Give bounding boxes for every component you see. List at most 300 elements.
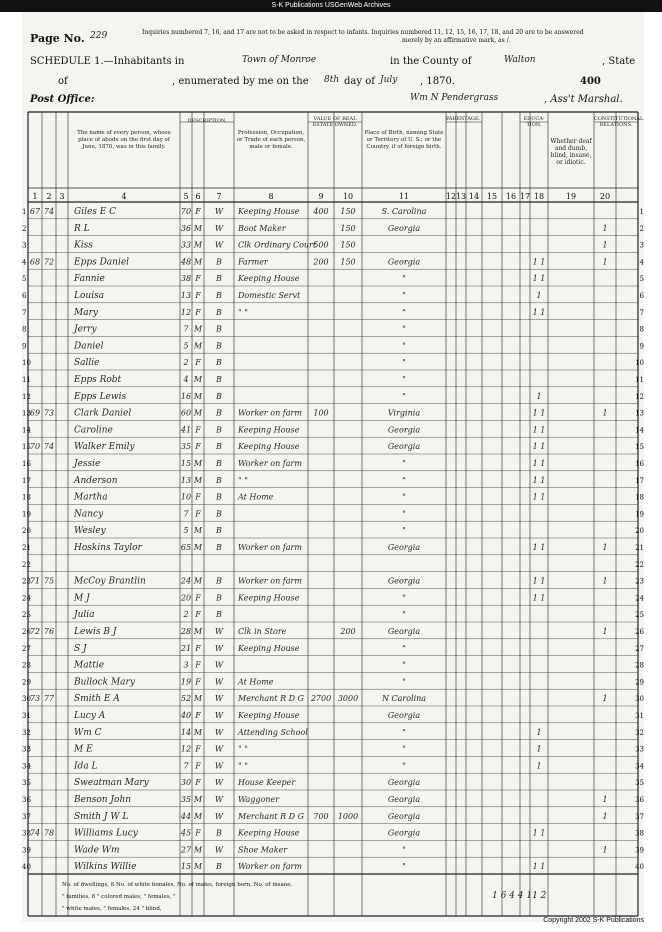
occupation: " ": [238, 307, 248, 317]
line-number-left: 5: [22, 275, 27, 284]
education-marks: 1 1: [532, 257, 546, 267]
occupation: Waggoner: [238, 795, 280, 804]
sex: M: [193, 459, 203, 468]
education-marks: 1 1: [532, 307, 546, 317]
col3-line2: place of abode on the first day of: [78, 137, 170, 143]
col18-line4: or idiotic.: [556, 159, 586, 166]
line-number-right: 40: [635, 863, 644, 872]
age: 35: [180, 442, 192, 452]
real-estate-value: 400: [313, 207, 329, 216]
line-number-left: 33: [22, 745, 31, 754]
person-name: Epps Robt: [74, 375, 122, 385]
sex: M: [193, 223, 203, 233]
place-value: Town of Monroe: [242, 55, 317, 65]
sex: M: [193, 475, 203, 485]
sex: F: [195, 610, 201, 620]
line-number-right: 33: [635, 745, 644, 754]
census-grid: [22, 12, 644, 922]
citizen-mark: 1: [602, 694, 608, 704]
age: 5: [183, 341, 189, 351]
totals-line-1: No. of dwellings, 8 No. of white females, No. of males, foreign born, No. of insane,: [62, 882, 293, 888]
birthplace: Georgia: [387, 795, 421, 804]
personal-estate-value: 150: [340, 207, 356, 216]
line-number-left: 23: [22, 577, 31, 586]
race: W: [214, 223, 224, 233]
citizen-mark: 1: [602, 408, 608, 418]
copyright: Copyright 2002 S-K Publications: [543, 917, 644, 924]
race: B: [216, 307, 222, 317]
sex: M: [193, 627, 203, 636]
sex: M: [193, 324, 203, 334]
race: B: [216, 425, 222, 435]
column-number-14: 14: [468, 192, 480, 201]
sex: M: [193, 408, 203, 418]
col10-line2: or Territory of U. S.; or the: [366, 137, 442, 143]
line-number-right: 26: [635, 628, 644, 636]
citizen-mark: 1: [602, 543, 608, 552]
person-name: M E: [74, 744, 93, 755]
personal-estate-value: 150: [340, 240, 356, 250]
line-number-left: 26: [22, 628, 31, 636]
race: B: [216, 526, 222, 536]
dwelling-number: 72: [29, 627, 41, 636]
real-estate-value: 2700: [310, 694, 332, 704]
line-number-left: 36: [22, 796, 31, 804]
birthplace: S. Carolina: [381, 207, 427, 216]
person-name: Mattie: [74, 660, 105, 671]
col7-line2: or Trade of each person,: [236, 137, 306, 143]
education-marks: 1 1: [532, 862, 546, 872]
line-number-left: 37: [22, 812, 31, 821]
person-name: Lucy A: [74, 711, 106, 721]
state-label: , State: [602, 56, 636, 67]
line-number-right: 11: [635, 376, 644, 384]
sex: M: [193, 811, 203, 821]
person-name: Sweatman Mary: [74, 778, 149, 789]
line-number-right: 28: [635, 661, 644, 670]
age: 48: [180, 257, 192, 267]
month-value: July: [380, 75, 398, 85]
birthplace: Georgia: [387, 442, 421, 452]
column-number-17: 17: [519, 192, 531, 201]
line-number-left: 13: [22, 409, 31, 418]
birthplace: ": [402, 593, 406, 603]
personal-estate-value: 150: [340, 223, 356, 233]
age: 36: [180, 223, 192, 233]
birthplace: Georgia: [387, 627, 421, 636]
occupation: " ": [238, 475, 248, 485]
birthplace: ": [402, 845, 406, 855]
family-number: 75: [43, 576, 55, 586]
line-number-left: 17: [22, 476, 31, 485]
occupation: Shoe Maker: [238, 845, 288, 855]
age: 7: [183, 761, 189, 771]
age: 40: [180, 711, 192, 720]
birthplace: ": [402, 475, 406, 485]
line-number-left: 2: [22, 224, 27, 233]
totals-line-3: " white males, " females, 24 " blind,: [62, 906, 162, 912]
line-number-right: 15: [635, 443, 644, 452]
birthplace: Georgia: [387, 711, 421, 720]
line-number-left: 38: [22, 829, 31, 838]
real-estate-value: 500: [313, 240, 329, 250]
col10-line3: Country, if of foreign birth.: [366, 144, 442, 150]
age: 52: [180, 694, 192, 704]
education-header: EDUCA- TION.: [523, 116, 545, 128]
census-sheet: [22, 12, 644, 922]
line-number-right: 38: [635, 829, 644, 838]
occupation: " ": [238, 761, 248, 771]
age: 7: [183, 324, 189, 334]
race: W: [214, 845, 224, 855]
occupation: " ": [238, 744, 248, 754]
age: 15: [180, 862, 192, 872]
line-number-right: 17: [635, 476, 644, 485]
age: 30: [180, 778, 192, 788]
education-marks: 1 1: [532, 543, 546, 552]
birthplace: ": [402, 341, 406, 351]
birthplace: Georgia: [387, 257, 421, 267]
race: B: [216, 341, 222, 351]
line-number-right: 9: [639, 342, 644, 351]
race: W: [214, 207, 224, 216]
line-number-right: 32: [635, 728, 644, 737]
sex: F: [195, 711, 201, 720]
person-name: Louisa: [74, 291, 105, 301]
age: 19: [180, 677, 192, 687]
race: B: [216, 291, 222, 300]
age: 13: [180, 291, 192, 300]
age: 2: [183, 358, 189, 368]
sex: F: [195, 442, 201, 452]
line-number-left: 18: [22, 493, 31, 502]
occupation: At Home: [238, 677, 274, 687]
occupation: House Keeper: [238, 778, 296, 788]
age: 12: [180, 307, 192, 317]
race: B: [216, 391, 222, 401]
person-name: Wilkins Willie: [74, 862, 137, 873]
race: W: [214, 761, 224, 771]
age: 27: [180, 845, 192, 855]
occupation: Worker on farm: [238, 862, 302, 872]
race: B: [216, 862, 222, 872]
enumerated-label: , enumerated by me on the: [172, 76, 309, 87]
col18-line1: Whether deaf: [550, 138, 592, 145]
birthplace: ": [402, 862, 406, 872]
line-number-right: 34: [635, 762, 644, 771]
race: B: [216, 543, 222, 552]
race: W: [214, 240, 224, 250]
citizen-mark: 1: [602, 845, 608, 855]
occupation: Worker on farm: [238, 543, 302, 552]
person-name: Nancy: [74, 509, 104, 520]
line-number-right: 14: [635, 426, 644, 435]
column-number-15: 15: [486, 192, 498, 201]
education-marks: 1 1: [532, 475, 546, 485]
col7-line3: male or female.: [249, 144, 293, 150]
dwelling-number: 68: [29, 257, 41, 267]
dwelling-number: 70: [29, 442, 41, 452]
race: B: [216, 442, 222, 452]
race: W: [214, 660, 224, 670]
instructions-note: Inquiries numbered 7, 16, and 17 are not to be asked in respect to infants. Inquiries numbered 11, 12, 15, 16, 17, 18, and 20 are to be answered: [142, 29, 584, 36]
occupation: Farmer: [238, 257, 268, 267]
age: 65: [180, 543, 192, 552]
line-number-right: 10: [635, 359, 644, 368]
person-name: Lewis B J: [74, 627, 117, 637]
age: 5: [183, 526, 189, 536]
dwelling-number: 73: [29, 694, 41, 704]
occupation: Keeping House: [238, 442, 300, 452]
sex: M: [193, 727, 203, 737]
column-number-6: 6: [195, 192, 201, 201]
sex: F: [195, 778, 201, 788]
citizen-mark: 1: [602, 257, 608, 267]
race: B: [216, 257, 222, 267]
occupation: Clk Ordinary Court: [238, 240, 317, 250]
occupation: Merchant R D G: [238, 694, 304, 704]
race: W: [214, 811, 224, 821]
birthplace: ": [402, 761, 406, 771]
line-number-left: 34: [22, 762, 31, 771]
age: 21: [180, 643, 192, 653]
sex: F: [195, 358, 201, 368]
post-office-label: Post Office:: [30, 94, 95, 105]
parentage-header: PARENTAGE.: [446, 116, 481, 122]
line-number-right: 30: [635, 695, 644, 704]
col3-line1: The name of every person, whose: [77, 130, 171, 136]
sex: F: [195, 492, 201, 502]
column-number-11: 11: [398, 192, 410, 201]
person-name: Anderson: [74, 475, 118, 486]
day-value: 8th: [324, 75, 340, 85]
line-number-right: 19: [635, 510, 644, 519]
birthplace: Georgia: [387, 425, 421, 435]
column-number-13: 13: [455, 192, 467, 201]
occupation: Keeping House: [238, 425, 300, 435]
age: 15: [180, 459, 192, 468]
line-number-left: 35: [22, 779, 31, 788]
line-number-left: 12: [22, 392, 31, 401]
line-number-left: 29: [22, 678, 31, 687]
race: W: [214, 795, 224, 804]
family-number: 74: [43, 442, 55, 452]
citizen-mark: 1: [602, 811, 608, 821]
education-marks: 1: [536, 761, 542, 771]
occupation: Merchant R D G: [238, 811, 304, 821]
line-number-right: 37: [635, 812, 644, 821]
county-label: in the County of: [390, 56, 472, 67]
sex: F: [195, 677, 201, 687]
birthplace: ": [402, 291, 406, 300]
race: W: [214, 744, 224, 754]
age: 14: [180, 727, 192, 737]
col18-line2: and dumb,: [554, 145, 588, 152]
column-number-4: 4: [121, 192, 127, 201]
education-marks: 1 1: [532, 576, 546, 586]
asst-marshal-label: , Ass't Marshal.: [544, 94, 623, 105]
sex: M: [193, 795, 203, 804]
line-number-right: 7: [639, 308, 644, 317]
page-no-label: Page No.: [30, 32, 85, 45]
person-name: Mary: [74, 307, 98, 318]
family-number: 76: [43, 627, 55, 636]
marshal-signature: Wm N Pendergrass: [410, 93, 499, 103]
age: 2: [183, 610, 189, 620]
race: B: [216, 475, 222, 485]
person-name: R L: [74, 223, 90, 234]
line-number-left: 21: [22, 544, 31, 552]
race: B: [216, 492, 222, 502]
column-number-16: 16: [505, 192, 517, 201]
line-number-right: 2: [639, 224, 644, 233]
column-number-10: 10: [342, 192, 354, 201]
county-value: Walton: [504, 55, 536, 65]
sex: F: [195, 207, 201, 216]
birthplace: ": [402, 526, 406, 536]
sex: M: [193, 694, 203, 704]
person-name: Smith J W L: [74, 811, 129, 822]
sex: F: [195, 425, 201, 435]
column-number-20: 20: [599, 192, 611, 201]
line-number-right: 23: [635, 577, 644, 586]
person-name: Sallie: [74, 358, 100, 369]
line-number-right: 18: [635, 493, 644, 502]
col3-line3: June, 1870, was in this family.: [82, 144, 166, 150]
occupation: Worker on farm: [238, 459, 302, 468]
banner-text: S-K Publications USGenWeb Archives: [271, 2, 391, 9]
line-number-left: 8: [22, 325, 27, 334]
citizen-mark: 1: [602, 795, 608, 804]
occupation: Attending School: [238, 727, 308, 737]
age: 24: [180, 576, 192, 586]
sex: M: [193, 240, 203, 250]
real-estate-value: 200: [313, 257, 329, 267]
dwelling-number: 69: [29, 408, 41, 418]
column-number-9: 9: [318, 192, 324, 201]
day-of-label: day of: [344, 76, 375, 87]
column-number-8: 8: [268, 192, 274, 201]
age: 13: [180, 475, 192, 485]
year-label: , 1870.: [420, 76, 455, 87]
dwelling-number: 71: [29, 576, 41, 586]
line-number-right: 22: [635, 560, 644, 569]
person-name: Caroline: [74, 425, 113, 436]
line-number-left: 40: [22, 863, 31, 872]
line-number-right: 8: [639, 325, 644, 334]
line-number-left: 6: [22, 292, 27, 300]
line-number-right: 39: [635, 846, 644, 855]
line-number-left: 20: [22, 527, 31, 536]
column-number-18: 18: [533, 192, 545, 201]
person-name: Epps Daniel: [74, 257, 130, 268]
line-number-left: 11: [22, 376, 31, 384]
line-number-right: 1: [639, 208, 644, 216]
value-header: VALUE OF REAL ESTATE OWNED.: [312, 116, 358, 128]
person-name: Benson John: [74, 795, 132, 805]
family-number: 73: [43, 408, 55, 418]
birthplace: Virginia: [387, 408, 421, 418]
race: B: [216, 828, 222, 838]
birthplace: ": [402, 509, 406, 519]
person-name: Bullock Mary: [74, 677, 135, 688]
person-name: Julia: [74, 610, 95, 621]
education-marks: 1 1: [532, 593, 546, 603]
race: B: [216, 408, 222, 418]
personal-estate-value: 200: [340, 627, 356, 636]
race: W: [214, 643, 224, 653]
line-number-right: 12: [635, 392, 644, 401]
person-name: M J: [74, 593, 90, 604]
column-number-2: 2: [46, 192, 52, 201]
birthplace: Georgia: [387, 778, 421, 788]
race: W: [214, 694, 224, 704]
person-name: Smith E A: [74, 694, 120, 705]
person-name: S J: [74, 643, 87, 654]
birthplace: ": [402, 375, 406, 384]
totals-line-2: " families, 8 " colored males, " females, ": [62, 894, 176, 900]
dwelling-number: 74: [29, 828, 41, 838]
line-number-left: 31: [22, 712, 31, 720]
occupation: Keeping House: [238, 828, 300, 838]
birthplace: Georgia: [387, 828, 421, 838]
sex: M: [193, 576, 203, 586]
person-name: Wade Wm: [74, 845, 120, 856]
real-estate-value: 700: [313, 811, 329, 821]
line-number-right: 3: [639, 241, 644, 250]
person-name: Williams Lucy: [74, 828, 138, 839]
birthplace: ": [402, 610, 406, 620]
birthplace: ": [402, 358, 406, 368]
birthplace: ": [402, 677, 406, 687]
sex: M: [193, 375, 203, 384]
sex: F: [195, 291, 201, 300]
line-number-left: 28: [22, 661, 31, 670]
citizen-mark: 1: [602, 627, 608, 636]
person-name: Jessie: [74, 459, 101, 469]
age: 33: [180, 240, 192, 250]
race: B: [216, 509, 222, 519]
citizen-mark: 1: [602, 240, 608, 250]
race: B: [216, 324, 222, 334]
occupation: At Home: [238, 492, 274, 502]
line-number-left: 25: [22, 611, 31, 620]
age: 20: [180, 593, 192, 603]
line-number-left: 4: [22, 258, 27, 267]
instructions-note-2: merely by an affirmative mark, as /.: [402, 37, 511, 44]
race: W: [214, 627, 224, 636]
birthplace: ": [402, 744, 406, 754]
occupation: Worker on farm: [238, 576, 302, 586]
person-name: Martha: [74, 492, 108, 503]
birthplace: Georgia: [387, 543, 421, 552]
age: 16: [180, 391, 192, 401]
column-number-12: 12: [445, 192, 457, 201]
birthplace: ": [402, 307, 406, 317]
race: B: [216, 375, 222, 384]
person-name: Hoskins Taylor: [74, 543, 142, 553]
line-number-left: 10: [22, 359, 31, 368]
sex: F: [195, 307, 201, 317]
line-number-right: 24: [635, 594, 644, 603]
person-name: Jerry: [74, 324, 97, 335]
constitutional-header: CONSTITUTIONAL RELATIONS.: [594, 116, 644, 128]
family-number: 78: [43, 828, 55, 838]
col10-line1: Place of Birth, naming State: [364, 130, 444, 136]
line-number-left: 27: [22, 644, 31, 653]
birthplace: N Carolina: [381, 694, 427, 704]
birthplace: ": [402, 643, 406, 653]
